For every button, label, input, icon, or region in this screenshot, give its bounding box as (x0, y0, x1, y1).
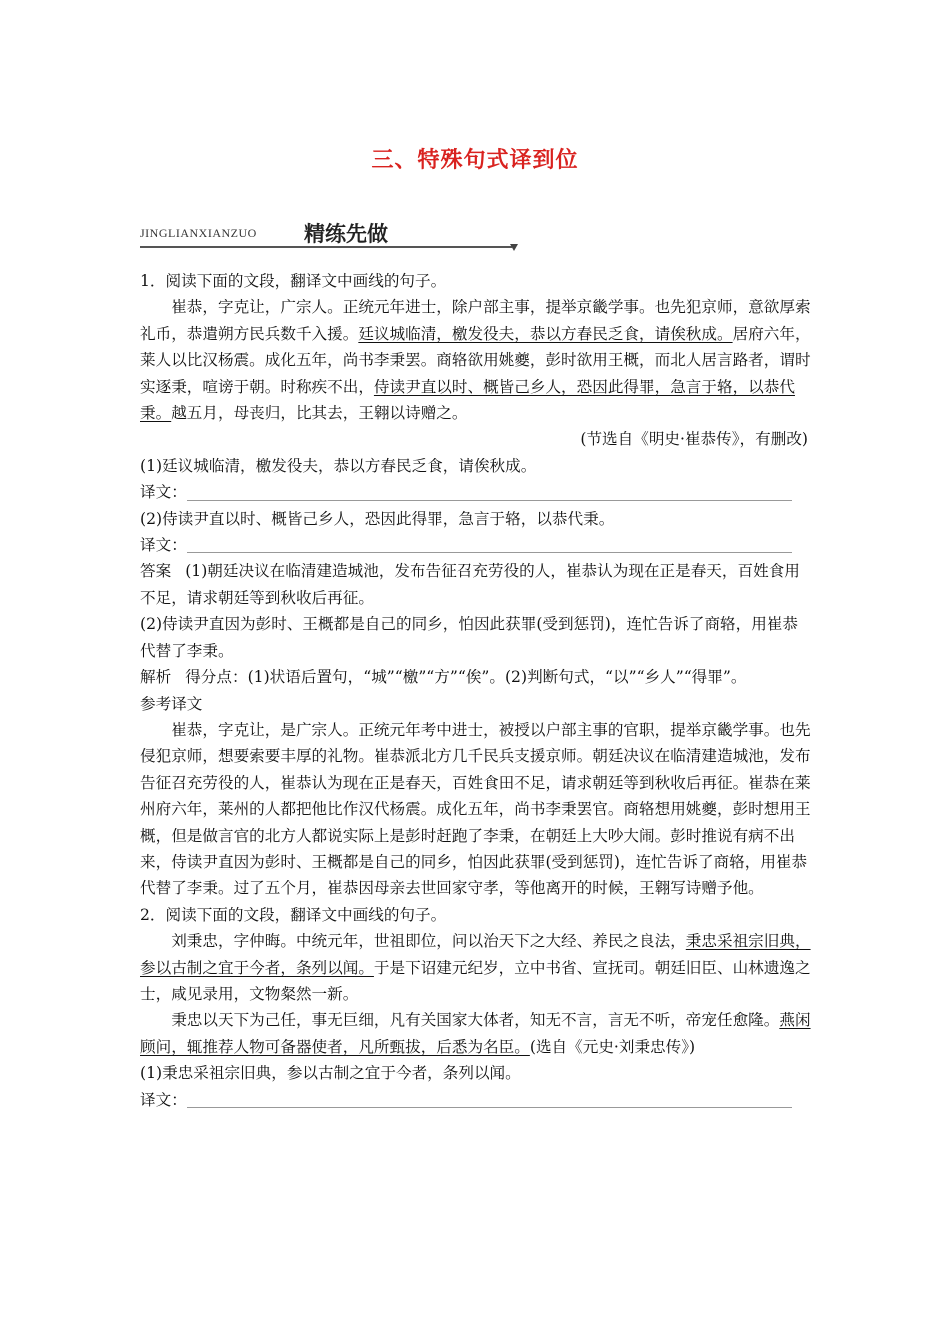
q1-answer-2: (2)侍读尹直因为彭时、王概都是自己的同乡，怕因此获罪(受到惩罚)，连忙告诉了商辂，用崔恭代替了李秉。 (140, 615, 799, 660)
q1-answer-1 (140, 558, 812, 611)
q1-underlined-sentence-1: 廷议城临清，檄发役夫，恭以方春民乏食，请俟秋成。 (358, 324, 733, 343)
banner-rule (140, 246, 512, 248)
q2-passage-2 (140, 1007, 812, 1060)
q2-underlined-sentence-2: 燕闲顾问，辄推荐人物可备器使者，凡所甄拔，后悉为名臣。 (140, 1011, 811, 1056)
q1-analysis (140, 664, 812, 690)
answer-label: 答案 (140, 562, 172, 581)
analysis-text: 得分点：(1)状语后置句，“城”“檄”“方”“俟”。(2)判断句式，“以”“乡人”“得罪”。 (185, 668, 747, 687)
yiwen-label: 译文： (140, 1090, 187, 1109)
banner-arrow-icon (510, 244, 518, 251)
q1-passage-text-b: 居府六年，莱人以比汉杨震。成化五年，尚书李秉罢。商辂欲用姚夔，彭时欲用王概，而北人居言路者，谓时实逐秉，喧谤于朝。时称疾不出， (140, 324, 811, 396)
q1-source: (节选自《明史·崔恭传》，有删改) (580, 430, 808, 449)
answer-1-text: (1)朝廷决议在临清建造城池，发布告征召充劳役的人，崔恭认为现在正是春天，百姓食用不足，请求朝廷等到秋收后再征。 (140, 562, 800, 607)
q1-passage-text-a: 崔恭，字克让，广宗人。正统元年进士，除户部主事，提举京畿学事。也先犯京师，意欲厚索礼币，恭遣朔方民兵数千入援。 (140, 298, 811, 343)
q1-passage (140, 294, 812, 426)
q1-answer-blank-2[interactable] (140, 532, 812, 558)
q2-passage-text-a: 刘秉忠，字仲晦。中统元年，世祖即位，问以治天下之大经、养民之良法， (171, 932, 686, 951)
q1-underlined-sentence-2: 侍读尹直以时、概皆己乡人，恐因此得罪，急言于辂，以恭代秉。 (140, 377, 795, 423)
answer-line[interactable] (187, 1089, 792, 1108)
q2-sentence-1: (1)秉忠采祖宗旧典，参以古制之宜于今者，条列以闻。 (140, 1064, 521, 1083)
section-banner (140, 218, 520, 258)
q1-prompt: 1．阅读下面的文段，翻译文中画线的句子。 (140, 272, 447, 290)
q2-passage-1 (140, 928, 812, 1007)
q2-answer-blank-1[interactable] (140, 1087, 812, 1113)
q1-sentence-1: (1)廷议城临清，檄发役夫，恭以方春民乏食，请俟秋成。 (140, 456, 537, 475)
q2-source: (选自《元史·刘秉忠传》) (529, 1037, 696, 1056)
q1-answer-blank-1[interactable] (140, 479, 812, 505)
q2-prompt: 2．阅读下面的文段，翻译文中画线的句子。 (140, 905, 447, 924)
answer-line[interactable] (187, 534, 792, 553)
yiwen-label: 译文： (140, 536, 187, 555)
content-body (140, 268, 812, 1113)
q2-passage-text-c: 秉忠以天下为己任，事无巨细，凡有关国家大体者，知无不言，言无不听，帝宠任愈隆。 (171, 1011, 780, 1030)
analysis-label: 解析 (140, 668, 172, 687)
q2-passage-text-b: 于是下诏建元纪岁，立中书省、宣抚司。朝廷旧臣、山林遗逸之士，咸见录用，文物粲然一新。 (140, 958, 811, 1003)
q2-underlined-sentence-1: 秉忠采祖宗旧典，参以古制之宜于今者，条列以闻。 (140, 932, 811, 977)
q1-reference-label: 参考译文 (140, 694, 203, 713)
page-title: 三、特殊句式译到位 (371, 148, 579, 173)
yiwen-label: 译文： (140, 483, 187, 502)
banner-label: 精练先做 (304, 222, 388, 246)
q1-sentence-2: (2)侍读尹直以时、概皆己乡人，恐因此得罪，急言于辂，以恭代秉。 (140, 509, 615, 528)
answer-line[interactable] (187, 482, 792, 501)
banner-pinyin: JINGLIANXIANZUO (140, 226, 257, 240)
q1-reference-text: 崔恭，字克让，是广宗人。正统元年考中进士，被授以户部主事的官职，提举京畿学事。也先侵犯京师，想要索要丰厚的礼物。崔恭派北方几千民兵支援京师。朝廷决议在临清建造城池，发布告征召充劳役的人，崔恭认为现在正是春天，百姓食田不足，请求朝廷等到秋收后再征。崔恭在莱州府六年，莱州的人都把他比作汉代杨震。成化五年，尚书李秉罢官。商辂想用姚夔，彭时想用王概，但是做言官的北方人都说实际上是彭时赶跑了李秉，在朝廷上大吵大闹。彭时推说有病不出来，侍读尹直因为彭时、王概都是自己的同乡，怕因此获罪(受到惩罚)，连忙告诉了商辂，用崔恭代替了李秉。过了五个月，崔恭因母亲去世回家守孝，等他离开的时候，王翱写诗赠予他。 (140, 720, 811, 898)
q1-passage-text-c: 越五月，母丧归，比其去，王翱以诗赠之。 (171, 404, 468, 423)
